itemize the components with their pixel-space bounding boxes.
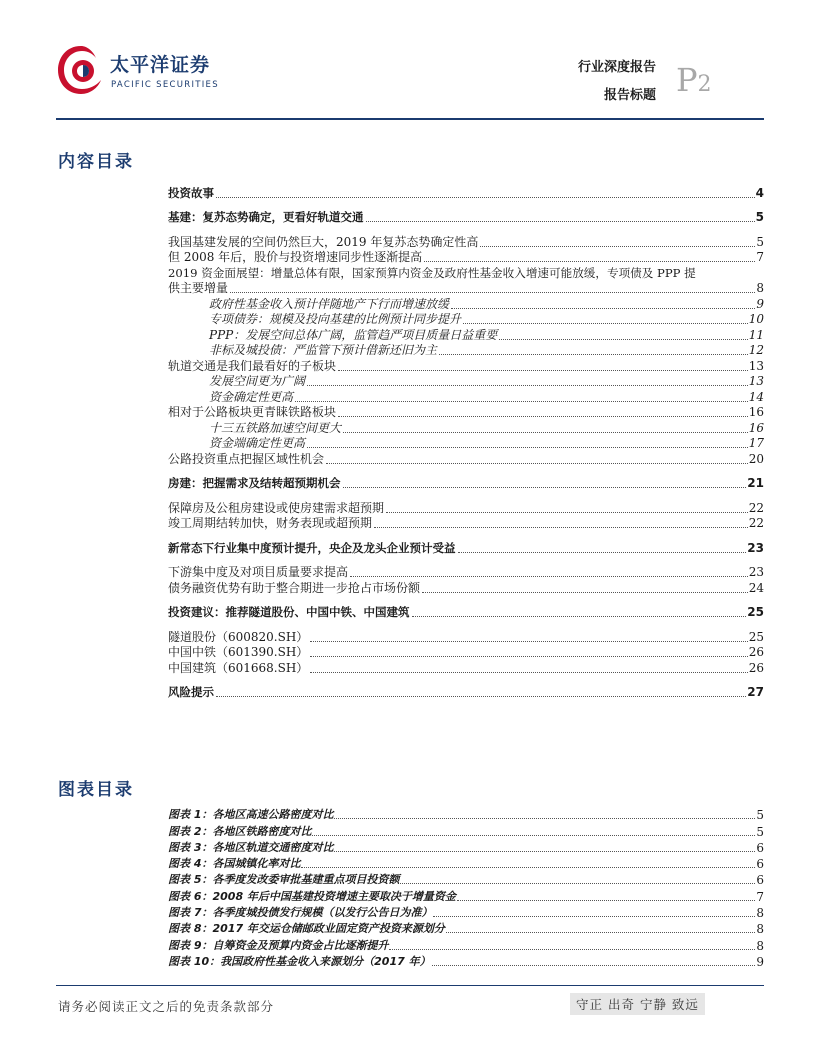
leader-dots (343, 432, 748, 433)
toc-entry-page: 26 (748, 645, 764, 659)
footer-motto: 守正 出奇 宁静 致远 (570, 993, 705, 1015)
leader-dots (334, 818, 755, 819)
figures-list (168, 806, 764, 969)
leader-dots (310, 641, 747, 642)
toc-entry[interactable] (168, 374, 764, 390)
leader-dots (326, 463, 748, 464)
leader-dots (301, 867, 755, 868)
report-title: 报告标题 (603, 88, 656, 103)
toc-entry-text: 基建：复苏态势确定，更看好轨道交通 (168, 210, 364, 224)
toc-entry-page: 7 (756, 250, 764, 264)
toc-entry-page: 13 (748, 358, 764, 373)
toc-entry-text: 下游集中度及对项目质量要求提高 (168, 565, 349, 579)
toc-entry-page: 10 (748, 312, 764, 326)
figures-heading: 图表目录 (58, 780, 134, 800)
toc-entry-text: 公路投资重点把握区域性机会 (168, 451, 325, 466)
figure-entry[interactable] (168, 871, 764, 887)
toc-entry[interactable] (168, 210, 764, 226)
toc-entry-text: 资金端确定性更高 (209, 436, 306, 450)
leader-dots (307, 385, 748, 386)
toc-entry[interactable] (168, 540, 764, 556)
toc-entry-text: 轨道交通是我们最看好的子板块 (168, 358, 337, 373)
toc-entry-text: 风险提示 (168, 685, 214, 699)
toc-entry-text: 非标及城投债：严监管下预计借新还旧为主 (209, 343, 438, 357)
leader-dots (386, 512, 748, 513)
leader-dots (374, 527, 748, 528)
leader-dots (350, 576, 748, 577)
toc-entry[interactable] (168, 234, 764, 250)
leader-dots (424, 261, 755, 262)
leader-dots (400, 883, 755, 884)
toc-entry[interactable] (168, 685, 764, 701)
leader-dots (216, 197, 755, 198)
toc-entry-page: 16 (748, 420, 764, 435)
figure-entry-page: 5 (756, 808, 764, 823)
figure-entry-page: 5 (756, 824, 764, 839)
toc-entry[interactable] (168, 389, 764, 405)
figure-entry[interactable] (168, 920, 764, 936)
toc-entry-page: 22 (748, 516, 764, 530)
toc-entry-text: 我国基建发展的空间仍然巨大，2019 年复苏态势确定性高 (168, 234, 479, 249)
footer-disclaimer: 请务必阅读正文之后的免责条款部分 (58, 999, 275, 1014)
leader-dots (312, 835, 755, 836)
toc-entry[interactable] (168, 185, 764, 201)
toc-entry-page: 17 (748, 436, 764, 450)
figure-entry-text: 图表 9：自筹资金及预算内资金占比逐渐提升 (168, 938, 389, 952)
toc-entry-text: 发展空间更为广阔 (209, 374, 306, 388)
toc-entry-page: 11 (748, 327, 764, 342)
leader-dots (433, 916, 755, 917)
leader-dots (366, 221, 755, 222)
leader-dots (457, 900, 755, 901)
toc-entry-text: 供主要增量 (168, 281, 229, 295)
report-type: 行业深度报告 (577, 60, 656, 75)
toc-entry-page: 4 (755, 185, 764, 200)
figure-entry-page: 8 (756, 906, 764, 921)
toc-entry-page: 24 (748, 580, 764, 595)
figure-entry-text: 图表 3：各地区轨道交通密度对比 (168, 840, 334, 854)
leader-dots (451, 308, 755, 309)
toc-entry[interactable] (168, 645, 764, 661)
leader-dots (439, 354, 748, 355)
figure-entry-text: 图表 4：各国城镇化率对比 (168, 857, 301, 871)
toc-entry-text: 相对于公路板块更青睐铁路板块 (168, 405, 337, 419)
toc-entry-page: 21 (747, 476, 764, 490)
leader-dots (422, 592, 748, 593)
toc-entry-page: 14 (748, 389, 764, 404)
leader-dots (295, 401, 748, 402)
toc-entry-text: 竣工周期结转加快，财务表现或超预期 (168, 516, 373, 530)
toc-entry-text: 政府性基金收入预计伴随地产下行而增速放缓 (209, 296, 450, 311)
table-of-contents (168, 185, 764, 700)
figure-entry-page: 6 (756, 840, 764, 855)
toc-entry-page: 26 (748, 660, 764, 675)
figure-entry[interactable] (168, 887, 764, 903)
figure-entry-page: 7 (756, 889, 764, 904)
toc-entry-text: 债务融资优势有助于整合期进一步抢占市场份额 (168, 580, 421, 595)
figure-entry[interactable] (168, 904, 764, 920)
figure-entry-page: 6 (756, 857, 764, 872)
toc-entry-text: 中国建筑（601668.SH） (168, 660, 309, 675)
toc-entry-page: 13 (748, 374, 764, 388)
toc-entry[interactable] (168, 343, 764, 359)
logo-chinese-name: 太平洋证券 (110, 54, 211, 76)
toc-entry-text: 2019 资金面展望：增量总体有限，国家预算内资金及政府性基金收入增速可能放缓，专项债及 PPP 提 (168, 265, 696, 280)
toc-entry[interactable] (168, 358, 764, 374)
toc-entry[interactable] (168, 420, 764, 436)
leader-dots (389, 949, 755, 950)
figure-entry[interactable] (168, 839, 764, 855)
figure-entry[interactable] (168, 822, 764, 838)
toc-entry[interactable] (168, 500, 764, 516)
leader-dots (310, 672, 747, 673)
leader-dots (432, 965, 756, 966)
toc-entry-page: 9 (756, 296, 764, 311)
toc-entry-page: 12 (748, 343, 764, 357)
toc-entry[interactable] (168, 296, 764, 312)
leader-dots (499, 339, 747, 340)
toc-entry-page: 27 (747, 685, 764, 699)
toc-entry-page: 20 (748, 451, 764, 466)
figure-entry-text: 图表 7：各季度城投债发行规模（以发行公告日为准） (168, 906, 433, 920)
figure-entry[interactable] (168, 855, 764, 871)
toc-entry[interactable] (168, 327, 764, 343)
leader-dots (334, 851, 755, 852)
page-label: P (676, 61, 698, 99)
page-number-value: 2 (697, 72, 712, 97)
toc-entry[interactable] (168, 580, 764, 596)
toc-entry-text: 保障房及公租房建设或使房建需求超预期 (168, 500, 385, 515)
leader-dots (480, 246, 755, 247)
figure-entry-text: 图表 1：各地区高速公路密度对比 (168, 808, 334, 822)
figure-entry-text: 图表 2：各地区铁路密度对比 (168, 824, 312, 838)
logo-english-name: PACIFIC SECURITIES (111, 80, 219, 90)
toc-entry[interactable] (168, 516, 764, 532)
figure-entry-text: 图表 10：我国政府性基金收入来源划分（2017 年） (168, 954, 431, 968)
leader-dots (230, 292, 755, 293)
toc-entry-text: 新常态下行业集中度预计提升，央企及龙头企业预计受益 (168, 540, 456, 555)
toc-entry[interactable] (168, 660, 764, 676)
page-header (0, 0, 816, 122)
toc-entry[interactable] (168, 476, 764, 492)
leader-dots (338, 370, 748, 371)
toc-entry-text: 资金确定性更高 (209, 389, 294, 404)
toc-entry[interactable] (168, 565, 764, 581)
leader-dots (446, 932, 755, 933)
toc-entry-page: 16 (748, 405, 764, 419)
toc-entry[interactable] (168, 605, 764, 621)
toc-entry[interactable] (168, 265, 764, 281)
figure-entry-text: 图表 5：各季度发改委审批基建重点项目投资额 (168, 873, 400, 887)
leader-dots (310, 656, 747, 657)
figure-entry[interactable] (168, 806, 764, 822)
toc-entry[interactable] (168, 436, 764, 452)
header-divider (56, 118, 764, 120)
toc-entry-page: 25 (748, 629, 764, 644)
leader-dots (412, 616, 747, 617)
toc-entry-text: 但 2008 年后，股价与投资增速同步性逐渐提高 (168, 250, 423, 264)
toc-entry[interactable] (168, 451, 764, 467)
toc-entry-page: 23 (748, 565, 764, 579)
figure-entry-text: 图表 8：2017 年交运仓储邮政业固定资产投资来源划分 (168, 922, 445, 936)
toc-entry-page: 5 (755, 210, 764, 224)
figure-entry-page: 8 (756, 938, 764, 953)
leader-dots (458, 552, 747, 553)
toc-entry-text: 房建：把握需求及结转超预期机会 (168, 476, 341, 490)
figure-entry[interactable] (168, 953, 764, 969)
leader-dots (463, 323, 748, 324)
toc-entry[interactable] (168, 312, 764, 328)
leader-dots (216, 696, 746, 697)
figure-entry-text: 图表 6：2008 年后中国基建投资增速主要取决于增量资金 (168, 889, 456, 903)
toc-entry[interactable] (168, 405, 764, 421)
toc-entry-text: 投资故事 (168, 185, 214, 200)
footer-divider (56, 985, 764, 986)
toc-entry[interactable] (168, 250, 764, 266)
figure-entry-page: 8 (756, 922, 764, 937)
toc-entry-text: PPP：发展空间总体广阔，监管趋严项目质量日益重要 (209, 327, 498, 342)
toc-entry-text: 隧道股份（600820.SH） (168, 629, 309, 644)
toc-entry-page: 8 (756, 281, 764, 295)
pacific-securities-logo-icon (56, 42, 106, 98)
leader-dots (338, 416, 748, 417)
toc-entry-page: 25 (747, 605, 764, 619)
toc-entry-page: 5 (756, 234, 764, 249)
toc-entry-page: 23 (747, 540, 764, 555)
leader-dots (307, 447, 748, 448)
toc-heading: 内容目录 (58, 152, 134, 172)
toc-entry-text: 专项债券：规模及投向基建的比例预计同步提升 (209, 312, 462, 326)
figure-entry[interactable] (168, 936, 764, 952)
toc-entry[interactable] (168, 281, 764, 297)
page-number (676, 61, 712, 99)
toc-entry-text: 十三五铁路加速空间更大 (209, 420, 342, 435)
company-logo (56, 42, 236, 102)
toc-entry[interactable] (168, 629, 764, 645)
figure-entry-page: 9 (756, 954, 764, 969)
figure-entry-page: 6 (756, 873, 764, 888)
leader-dots (343, 487, 747, 488)
toc-entry-page: 22 (748, 500, 764, 515)
toc-entry-text: 投资建议：推荐隧道股份、中国中铁、中国建筑 (168, 605, 410, 619)
toc-entry-text: 中国中铁（601390.SH） (168, 645, 309, 659)
